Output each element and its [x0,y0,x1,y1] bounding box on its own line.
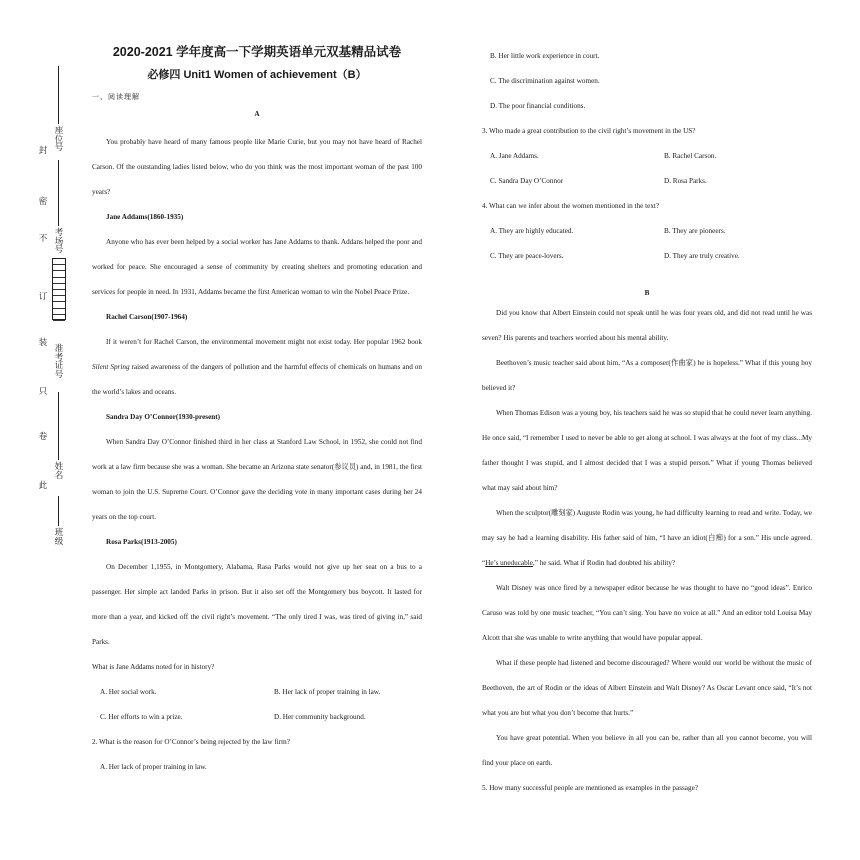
name-label: 姓名 [54,461,64,480]
passage-b-label: B [644,289,650,297]
passage-b-paragraph-potential: You have great potential. When you believe in all you can be, rather than all you cannot become, you will find your place on earth. [482,734,812,767]
binding-char: 订 [38,291,48,301]
binding-char: 装 [38,337,48,347]
option[interactable]: D. Her community background. [274,713,366,721]
number-grid [52,258,66,320]
option[interactable]: A. Jane Addams. [490,152,539,160]
question-1-options-row2 [92,705,422,730]
passage-b-paragraph-edison: When Thomas Edison was a young boy, his teachers said he was so stupid that he could never learn anything. He once said, “I remember I used to never be able to get along at school. I was always at the foot of my class...My father thought I was stupid, and I almost decided that I was a stupid person.” What if young Thomas believed what may said about him? [482,409,812,492]
person-name-oconnor: Sandra Day O’Connor(1930-present) [106,413,221,421]
person-text-carson [92,330,422,405]
person-text-oconnor: When Sandra Day O’Connor finished third in her class at Stanford Law School, in 1952, she could not find work at a law firm because she was a woman. She became an Arizona state senator(参议员) and, in 1981, the first woman to join the U.S. Supreme Court. O’Connor gave the deciding vote in many important cases during her 24 years on the top court. [92,438,422,521]
option[interactable]: A. They are highly educated. [490,227,574,235]
left-column [92,42,422,780]
question-3-options-row1 [482,144,812,169]
binding-gutter [0,0,90,860]
option[interactable]: D. Rosa Parks. [664,177,707,185]
person-name-carson: Rachel Carson(1907-1964) [106,313,188,321]
passage-b-paragraph-einstein: Did you know that Albert Einstein could not speak until he was four years old, and did not read until he was seven? His parents and teachers worried about his mental ability. [482,309,812,342]
question-2-stem: 2. What is the reason for O’Connor’s being rejected by the law firm? [92,738,290,746]
rodin-text-before: When the sculptor(雕刻家) Auguste Rodin was young, he had difficulty learning to read and write. Today, we may say he had a learning disability. His father said of him, “I have an idiot(白痴) for a son.” His uncle agreed. “ [482,509,812,567]
option[interactable]: D. They are truly creative. [664,252,740,260]
class-label: 班级 [54,527,64,546]
right-column [482,44,812,801]
question-2-option-d [482,94,812,119]
passage-a-label: A [254,110,260,118]
book-title: Silent Spring [92,363,130,371]
exam-room-label: 考场号 [54,227,64,254]
option[interactable]: D. The poor financial conditions. [490,102,586,110]
question-4-options-row1 [482,219,812,244]
passage-b-paragraph-discouraged: What if these people had listened and become discouraged? Where would our world be without the music of Beethoven, the art of Rodin or the ideas of Albert Einstein and Walt Disney? As Oscar Levant once said, “It’s not what you are but what you don’t become that hurts.” [482,659,812,717]
binding-char: 卷 [38,431,48,441]
option[interactable]: C. They are peace-lovers. [490,252,564,260]
option[interactable]: B. Her lack of proper training in law. [274,688,381,696]
question-2-option-b [482,44,812,69]
class-line [58,496,59,526]
question-3-stem: 3. Who made a great contribution to the civil right’s movement in the US? [482,127,696,135]
question-4-stem: 4. What can we infer about the women mentioned in the text? [482,202,660,210]
exam-subtitle: 必修四 Unit1 Women of achievement（B） [147,69,367,81]
option[interactable]: C. The discrimination against women. [490,77,600,85]
option[interactable]: C. Her efforts to win a prize. [100,713,183,721]
question-1-options-row1 [92,680,422,705]
carson-text-after: raised awareness of the dangers of pollution and the harmful effects of chemicals on humans and on the world’s lakes and oceans. [92,363,422,396]
section-title: 一、阅读理解 [92,93,140,101]
carson-text-before: If it weren’t for Rachel Carson, the environmental movement might not exist today. Her popular 1962 book [106,338,422,346]
binding-char: 只 [38,386,48,396]
option[interactable]: A. Her social work. [100,688,157,696]
binding-char: 封 [38,145,48,155]
rodin-text-after: ,” he said. What if Rodin had doubted his ability? [532,559,676,567]
question-4-options-row2 [482,244,812,269]
seat-number-line [58,66,59,124]
option[interactable]: B. Rachel Carson. [664,152,717,160]
underlined-phrase: He’s uneducable [485,559,533,567]
question-5-stem: 5. How many successful people are mentioned as examples in the passage? [482,784,698,792]
binding-char: 不 [38,233,48,243]
person-text-parks: On December 1,1955, in Montgomery, Alabama, Rasa Parks would not give up her seat on a bus to a passenger. Her simple act landed Parks in prison. But it also set off the Montgomery bus boycott. It lasted for more than a year, and kicked off the civil right’s movement. “The only tired I was, was tired of giving in,” said Parks. [92,563,422,646]
passage-b-paragraph-rodin [482,501,812,576]
option[interactable]: C. Sandra Day O’Connor [490,177,564,185]
question-2-option-a [92,755,422,780]
option[interactable]: B. They are pioneers. [664,227,726,235]
person-text-addams: Anyone who has ever been helped by a social worker has Jane Addams to thank. Addans helped the poor and worked for peace. She encouraged a sense of community by creating shelters and promoting education and services for people in need. In 1931, Addams became the first American woman to win the Nobel Peace Prize. [92,238,422,296]
option[interactable]: A. Her lack of proper training in law. [100,763,207,771]
passage-b-paragraph-beethoven: Beethoven’s music teacher said about him, “As a composer(作曲家) he is hopeless.” What if this young boy believed it? [482,359,812,392]
question-1-stem: What is Jane Addams noted for in history? [92,663,215,671]
exam-title: 2020-2021 学年度高一下学期英语单元双基精品试卷 [112,45,402,59]
binding-char: 此 [38,480,48,490]
admission-ticket-label: 准考证号 [54,343,64,379]
name-line [58,392,59,460]
option[interactable]: B. Her little work experience in court. [490,52,600,60]
passage-a-intro: You probably have heard of many famous people like Marie Curie, but you may not have heard of Rachel Carson. Of the outstanding ladies listed below, who do you think was the most important woman of the past 100 years? [92,138,422,196]
person-name-addams: Jane Addams(1860-1935) [106,213,184,221]
passage-b-paragraph-disney: Walt Disney was once fired by a newspaper editor because he was thought to have no “good ideas”. Enrico Caruso was told by one music teacher, “You can’t sing. You have no voice at all.” And an editor told Louisa May Alcott that she was unable to write anything that would have popular appeal. [482,584,812,642]
binding-char: 密 [38,196,48,206]
exam-room-line [58,160,59,226]
question-3-options-row2 [482,169,812,194]
seat-number-label: 座位号 [54,125,64,152]
person-name-parks: Rosa Parks(1913-2005) [106,538,177,546]
question-2-option-c [482,69,812,94]
